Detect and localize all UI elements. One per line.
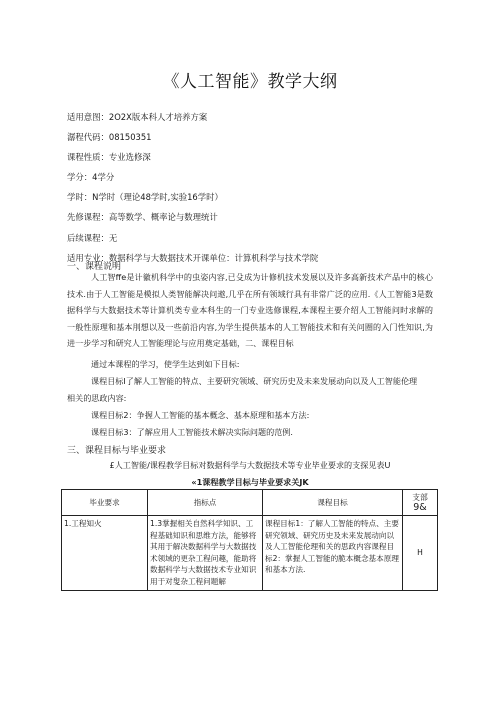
support-table (61, 489, 438, 591)
header-indicator: 指标点 (148, 490, 263, 516)
goal-3: 课程目标3：了解应用人工智能技术解决实际问题的范例. (91, 427, 293, 437)
table-caption: «1课程教学目标与毕业要求关JK (191, 477, 309, 487)
meta-followup: 后续课程：无 (67, 232, 118, 243)
cell-objectives: 课程目标1：了解人工智能的特点、主要研究领域、研究历史及未来发展动向以及人工智能伦理和关的思政内容课程目标2：掌握人工智能的脆本概念基本原理和基本方法. (263, 516, 403, 591)
course-meta (67, 107, 318, 268)
table-header-row (62, 490, 438, 516)
cell-requirement: 1.工程知火 (62, 516, 148, 591)
goal-1-line-b: 相关的思政内容: (67, 393, 127, 403)
section-heading-goals-requirements: 三、课程目标与毕业要求 (67, 446, 167, 456)
meta-hours: 学时：N学时（理论48学时,实验16学时） (67, 192, 223, 203)
goal-2: 课程目标2：争握人工智能的基本概念、基本原理和基本方法: (91, 410, 310, 420)
goals-intro: 通过本课程的学习，使学生达到如下目标: (91, 359, 240, 369)
meta-course-type: 课程性质：专业选修深 (67, 152, 151, 163)
goal-1-line-a: 课程目标I了解人工智能的特点、主要研究领域、研究历史及未来发展动向以及人工智能伦理 (91, 376, 418, 386)
meta-major-unit: 适用专业：数据科学与大数据技术开课单位：计算机科学与技术学院 (67, 252, 319, 263)
cell-indicator: 1.3掌握相关自然科学知识、工程基础知识和思维方法，能够将其用于解决数据科学与大数据技术领域的更杂工程问趣，能助将数据科学与大数据技术专业知识用于对叟杂工程问题解 (148, 516, 263, 591)
document-title: 《人工智能》教学大纲 (162, 72, 338, 92)
cell-support-level: H (403, 516, 438, 591)
meta-prerequisites: 先修课程：高等数学、概率论与数理统计 (67, 212, 218, 223)
course-description-paragraph: 人工智ffe是计徽机科学中的虫姿内容,已殳成为计修机技术发展以及许多高新技术产品中的核心技术.由于人工智能是模拟人类智能解决问遨,几乎在所有领域行具有非常广泛的应用.《人工智能3是数据科学与大数据技术等计算机类专业本科生的一门专业选修课程,本课程主要介绍人工智能问时求解的一般性原理和基本刖想以及一些前沿内容,为学生提供基本的人工智能技术和有关问圈的入门性知识,为进一步学习和研究人工智能理论与应用奠定基础，二、课程目标 (67, 272, 433, 349)
support-table-intro: £人工智能/课程教学目标对数据科学与大数据技术等专业毕业要求的支探见表U (109, 460, 391, 470)
header-requirement: 毕业要求 (62, 490, 148, 516)
meta-applicable-plan: 适用意图：2O2X版本科人才培养方案 (67, 112, 208, 122)
header-support: 支部 9& (403, 490, 438, 516)
header-course-objective: 课程目标 (263, 490, 403, 516)
section-heading-course-description: 一、课程说明 (67, 262, 122, 272)
meta-credits: 学分：4学分 (67, 172, 115, 183)
table-row (62, 516, 438, 591)
meta-course-code: 潺程代码：08150351 (67, 132, 152, 143)
